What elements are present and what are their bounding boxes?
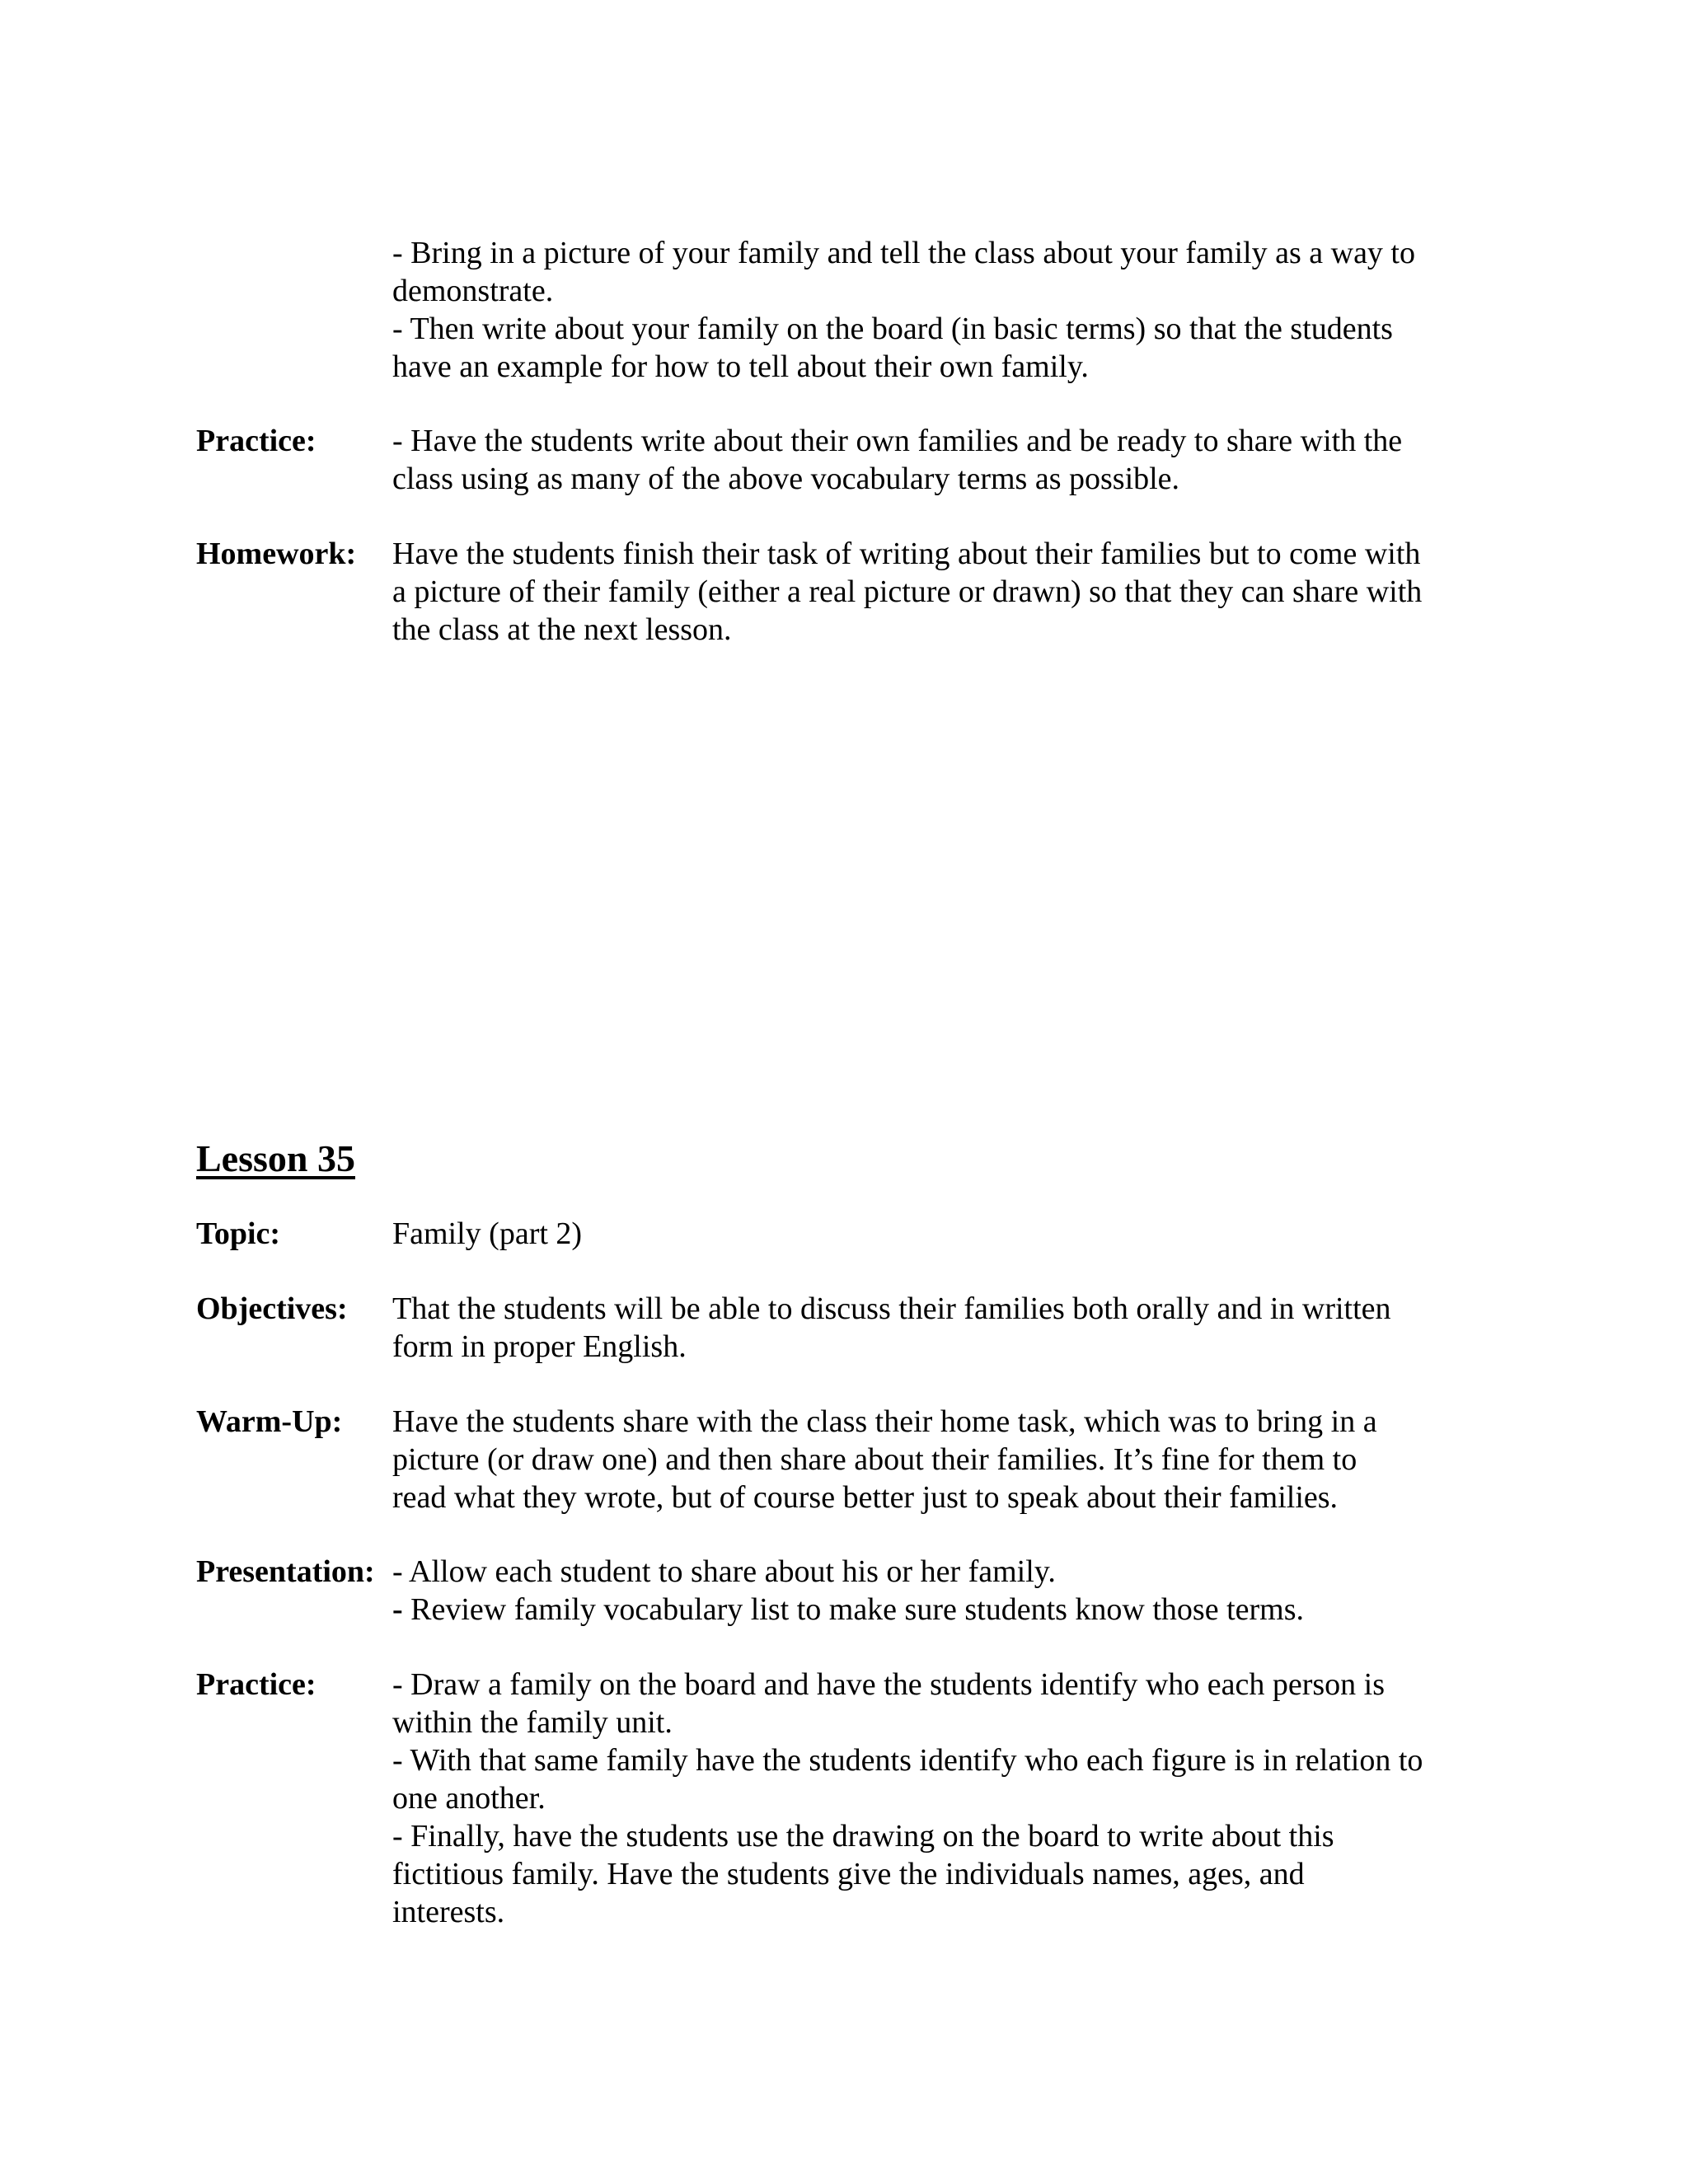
text-line: That the students will be able to discuss their families both orally and in written [392,1291,1391,1326]
practice-label: Practice: [196,424,316,458]
text-line: within the family unit. [392,1705,673,1740]
text-line: - Finally, have the students use the drawing on the board to write about this [392,1819,1334,1854]
text-line [392,1591,1497,1629]
homework-text [392,535,1497,649]
presentation-label: Presentation: [196,1554,375,1589]
text-line: - With that same family have the students identify who each figure is in relation to [392,1743,1423,1778]
warmup-label: Warm-Up: [196,1404,343,1439]
text-line: - Draw a family on the board and have the students identify who each person is [392,1667,1386,1702]
text-line: read what they wrote, but of course better just to speak about their families. [392,1480,1339,1515]
text-line: one another. [392,1781,546,1816]
warmup-text [392,1403,1497,1516]
text-line: a picture of their family (either a real picture or drawn) so that they can share with [392,574,1423,609]
text-line: - Allow each student to share about his or her family. [392,1554,1056,1589]
lesson-practice-label: Practice: [196,1667,316,1702]
text-line: fictitious family. Have the students give the individuals names, ages, and [392,1857,1305,1891]
text-line: Family (part 2) [392,1216,583,1251]
text-line: - Then write about your family on the board (in basic terms) so that the students [392,312,1393,346]
presentation-text [392,1553,1497,1629]
topic-text [392,1215,1497,1253]
text-line: form in proper English. [392,1329,687,1364]
presentation-continued-text [392,234,1497,386]
text-line: Have the students finish their task of writing about their families but to come with [392,537,1421,571]
lesson-title: Lesson 35 [196,1137,355,1179]
practice-text [392,422,1497,498]
text-line: demonstrate. [392,274,554,308]
objectives-text [392,1290,1497,1366]
text-line: picture (or draw one) and then share about their families. It’s fine for them to [392,1442,1357,1477]
objectives-label: Objectives: [196,1291,348,1326]
text-line: interests. [392,1895,505,1929]
bold-dash: - [392,1592,403,1627]
lesson-practice-text [392,1666,1497,1931]
text-line: - Bring in a picture of your family and tell the class about your family as a way to [392,236,1415,270]
topic-label: Topic: [196,1216,281,1251]
text-line: have an example for how to tell about their own family. [392,349,1089,384]
text-line: Have the students share with the class their home task, which was to bring in a [392,1404,1377,1439]
homework-label: Homework: [196,537,357,571]
line-text: Review family vocabulary list to make sure students know those terms. [402,1592,1304,1627]
text-line: class using as many of the above vocabulary terms as possible. [392,462,1180,496]
text-line: - Have the students write about their own families and be ready to share with the [392,424,1403,458]
text-line: the class at the next lesson. [392,612,732,647]
